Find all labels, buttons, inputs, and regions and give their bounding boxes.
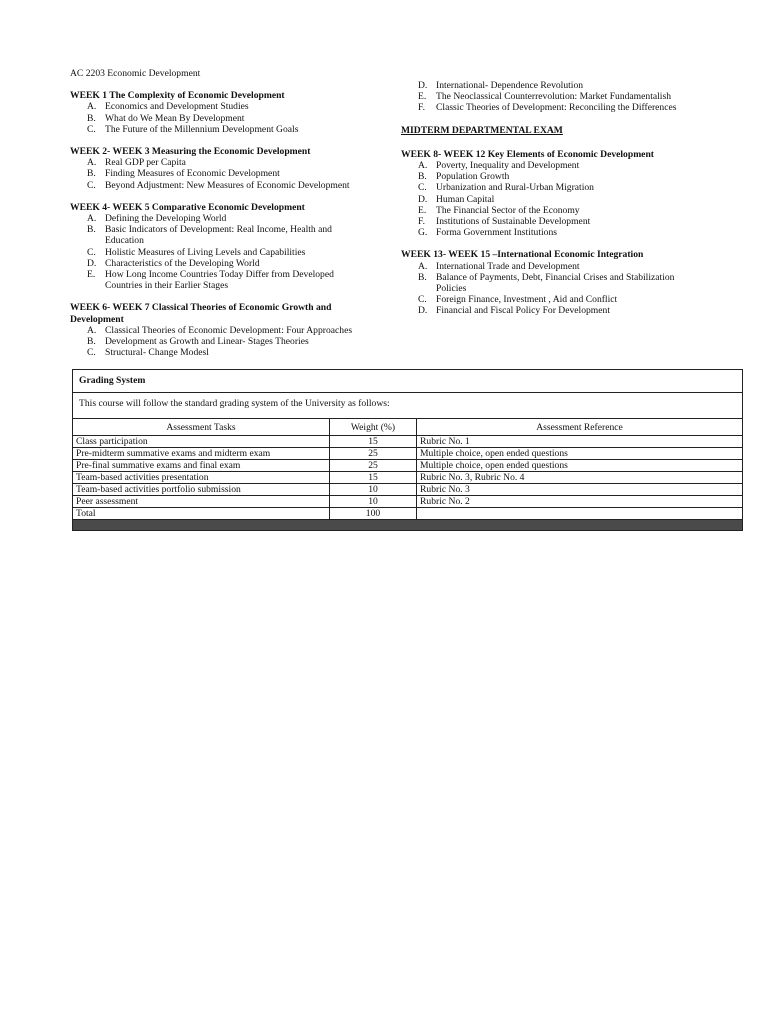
list-item-text: Poverty, Inequality and Development xyxy=(436,160,580,172)
list-marker: B. xyxy=(87,224,96,236)
table-cell: Pre-final summative exams and final exam xyxy=(73,460,330,472)
list-item xyxy=(401,205,701,216)
table-cell: 25 xyxy=(330,460,417,472)
list-item xyxy=(70,247,370,258)
topic-list xyxy=(70,213,370,291)
list-item-text: Population Growth xyxy=(436,171,510,183)
table-cell: Total xyxy=(73,508,330,520)
list-item-text: What do We Mean By Development xyxy=(105,112,245,124)
topic-list xyxy=(70,101,370,135)
list-item xyxy=(401,294,701,305)
list-marker: C. xyxy=(87,347,96,359)
table-cell: Rubric No. 2 xyxy=(417,496,743,508)
list-marker: C. xyxy=(418,182,427,194)
list-marker: C. xyxy=(418,294,427,306)
topic-list xyxy=(70,325,370,359)
list-item xyxy=(70,213,370,224)
section-heading: WEEK 8- WEEK 12 Key Elements of Economic Development xyxy=(401,148,654,160)
list-item-text: Economics and Development Studies xyxy=(105,101,249,113)
week-section xyxy=(70,302,370,358)
topic-list xyxy=(70,157,370,191)
list-item xyxy=(70,124,370,135)
table-row xyxy=(73,484,742,496)
list-item-text: How Long Income Countries Today Differ from Developed Countries in their Earlier Stages xyxy=(105,269,334,292)
left-column xyxy=(70,68,370,369)
table-cell: 15 xyxy=(330,472,417,484)
list-item xyxy=(70,325,370,336)
list-item xyxy=(401,160,701,171)
list-item-text: Finding Measures of Economic Development xyxy=(105,168,280,180)
list-item-text: Human Capital xyxy=(436,193,495,205)
column-header: Weight (%) xyxy=(330,419,417,436)
week-section xyxy=(401,149,701,239)
list-item xyxy=(401,216,701,227)
list-item xyxy=(70,258,370,269)
week-section xyxy=(70,146,370,191)
list-item-text: Institutions of Sustainable Development xyxy=(436,216,591,228)
list-marker: B. xyxy=(87,112,96,124)
list-marker: B. xyxy=(418,171,427,183)
table-cell xyxy=(417,508,743,520)
list-item xyxy=(70,336,370,347)
topic-list xyxy=(401,261,701,317)
list-marker: C. xyxy=(87,179,96,191)
table-cell: Team-based activities presentation xyxy=(73,472,330,484)
section-heading: WEEK 2- WEEK 3 Measuring the Economic Development xyxy=(70,146,311,158)
list-marker: A. xyxy=(87,157,97,169)
list-item xyxy=(401,182,701,193)
list-item xyxy=(70,157,370,168)
list-marker: E. xyxy=(418,91,427,103)
week-section xyxy=(70,202,370,292)
table-cell: Peer assessment xyxy=(73,496,330,508)
list-marker: A. xyxy=(418,160,428,172)
list-marker: B. xyxy=(87,336,96,348)
table-cell: Rubric No. 1 xyxy=(417,436,743,448)
list-item-text: International Trade and Development xyxy=(436,260,580,272)
list-item-text: The Financial Sector of the Economy xyxy=(436,204,580,216)
list-item xyxy=(70,113,370,124)
list-marker: C. xyxy=(87,123,96,135)
list-item-text: Defining the Developing World xyxy=(105,213,227,225)
list-marker: A. xyxy=(87,213,97,225)
list-marker: A. xyxy=(418,260,428,272)
list-marker: D. xyxy=(418,193,428,205)
column-header: Assessment Reference xyxy=(417,419,743,436)
list-marker: F. xyxy=(418,216,425,228)
list-item-text: Holistic Measures of Living Levels and Capabilities xyxy=(105,246,306,258)
list-item xyxy=(70,168,370,179)
table-cell: 10 xyxy=(330,484,417,496)
list-item-text: Forma Government Institutions xyxy=(436,227,557,239)
list-item-text: Foreign Finance, Investment , Aid and Conflict xyxy=(436,294,618,306)
list-item xyxy=(401,272,701,294)
right-column xyxy=(401,80,701,328)
list-marker: A. xyxy=(87,101,97,113)
list-item xyxy=(401,80,701,91)
list-marker: E. xyxy=(418,204,427,216)
list-item-text: Classic Theories of Development: Reconciling the Differences xyxy=(436,102,677,114)
grading-intro: This course will follow the standard grading system of the University as follows: xyxy=(73,393,742,419)
list-marker: C. xyxy=(87,246,96,258)
course-title: AC 2203 Economic Development xyxy=(70,68,201,79)
list-item-text: The Neoclassical Counterrevolution: Market Fundamentalish xyxy=(436,91,671,103)
week-section xyxy=(70,90,370,135)
table-cell: 25 xyxy=(330,448,417,460)
list-marker: D. xyxy=(87,257,97,269)
table-header-row xyxy=(73,419,742,436)
table-footer-bar xyxy=(73,520,742,530)
list-item xyxy=(401,91,701,102)
list-item-text: Urbanization and Rural-Urban Migration xyxy=(436,182,594,194)
list-marker: E. xyxy=(87,269,96,281)
grading-title: Grading System xyxy=(73,370,742,393)
table-cell: Multiple choice, open ended questions xyxy=(417,448,743,460)
list-item xyxy=(401,305,701,316)
section-heading: WEEK 13- WEEK 15 –International Economic Integration xyxy=(401,249,644,261)
list-item-text: Characteristics of the Developing World xyxy=(105,257,260,269)
list-marker: F. xyxy=(418,102,425,114)
list-item-text: The Future of the Millennium Development Goals xyxy=(105,123,299,135)
table-cell: Rubric No. 3 xyxy=(417,484,743,496)
table-cell: Pre-midterm summative exams and midterm exam xyxy=(73,448,330,460)
list-marker: D. xyxy=(418,80,428,91)
list-item-text: Beyond Adjustment: New Measures of Economic Development xyxy=(105,179,350,191)
list-item xyxy=(70,180,370,191)
list-item-text: Classical Theories of Economic Development: Four Approaches xyxy=(105,324,353,336)
table-cell: 10 xyxy=(330,496,417,508)
list-item-text: Balance of Payments, Debt, Financial Crises and Stabilization Policies xyxy=(436,271,675,295)
assessment-table xyxy=(73,419,742,520)
table-cell: Multiple choice, open ended questions xyxy=(417,460,743,472)
table-row xyxy=(73,448,742,460)
section-heading: WEEK 6- WEEK 7 Classical Theories of Economic Growth and Development xyxy=(70,302,332,325)
list-item xyxy=(70,269,370,291)
table-cell: Class participation xyxy=(73,436,330,448)
list-item xyxy=(401,227,701,238)
total-row xyxy=(73,508,742,520)
list-item-text: International- Dependence Revolution xyxy=(436,80,584,91)
list-item-text: Financial and Fiscal Policy For Development xyxy=(436,305,610,317)
list-marker: D. xyxy=(418,305,428,317)
list-item xyxy=(401,171,701,182)
list-marker: G. xyxy=(418,227,428,239)
section-heading: WEEK 4- WEEK 5 Comparative Economic Development xyxy=(70,201,305,213)
midterm-exam-heading: MIDTERM DEPARTMENTAL EXAM xyxy=(401,124,563,136)
list-item xyxy=(70,347,370,358)
table-cell: 100 xyxy=(330,508,417,520)
table-row xyxy=(73,460,742,472)
table-row xyxy=(73,436,742,448)
list-item xyxy=(401,102,701,113)
table-cell: Team-based activities portfolio submission xyxy=(73,484,330,496)
table-row xyxy=(73,472,742,484)
grading-system-box xyxy=(72,369,743,531)
topic-list xyxy=(401,160,701,238)
list-item xyxy=(70,224,370,246)
list-item-text: Structural- Change Modesl xyxy=(105,347,209,359)
list-marker: B. xyxy=(418,271,427,283)
section-heading: WEEK 1 The Complexity of Economic Development xyxy=(70,90,285,102)
table-cell: 15 xyxy=(330,436,417,448)
list-item xyxy=(401,194,701,205)
list-item-text: Real GDP per Capita xyxy=(105,157,186,169)
list-marker: A. xyxy=(87,324,97,336)
table-row xyxy=(73,496,742,508)
continued-topic-list xyxy=(401,80,701,114)
list-item-text: Development as Growth and Linear- Stages Theories xyxy=(105,336,309,348)
list-item xyxy=(70,101,370,112)
table-cell: Rubric No. 3, Rubric No. 4 xyxy=(417,472,743,484)
list-marker: B. xyxy=(87,168,96,180)
column-header: Assessment Tasks xyxy=(73,419,330,436)
list-item-text: Basic Indicators of Development: Real Income, Health and Education xyxy=(105,224,332,247)
list-item xyxy=(401,261,701,272)
week-section xyxy=(401,249,701,316)
